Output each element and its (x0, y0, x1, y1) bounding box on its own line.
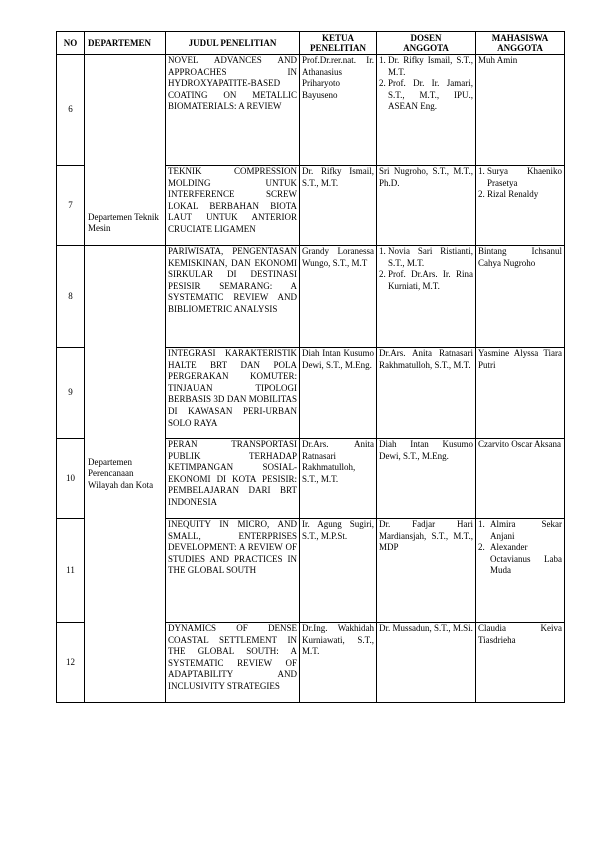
research-table (56, 31, 565, 703)
row-number: 10 (57, 439, 85, 519)
lead-researcher: Dr.Ing. Wakhidah Kurniawati, S.T., M.T. (300, 623, 377, 703)
lecturer-members (377, 348, 476, 439)
list-item: Muh Amin (478, 55, 518, 65)
list-item: 1. Dr. Rifky Ismail, S.T., M.T. (379, 55, 473, 77)
row-number: 6 (57, 55, 85, 166)
header-mahasiswa-line1: MAHASISWA (491, 32, 549, 43)
lead-researcher: Ir. Agung Sugiri, S.T., M.P.St. (300, 519, 377, 623)
lecturer-members (377, 623, 476, 703)
list-item: Yasmine Alyssa Tiara Putri (478, 348, 562, 370)
row-number: 7 (57, 166, 85, 246)
list-item: Dr. Mussadun, S.T., M.Si. (379, 623, 473, 633)
header-dosen-line2: ANGGOTA (403, 43, 449, 53)
header-ketua (300, 32, 377, 55)
lecturer-members (377, 519, 476, 623)
header-dosen (377, 32, 476, 55)
list-item: 2. Prof. Dr. Ir. Jamari, S.T., M.T., IPU., ASEAN Eng. (379, 78, 473, 112)
list-item: Sri Nugroho, S.T., M.T., Ph.D. (379, 166, 473, 188)
research-title: PERAN TRANSPORTASI PUBLIK TERHADAP KETIMPANGAN SOSIAL-EKONOMI DI KOTA PESISIR: PEMBELAJARAN DARI BRT INDONESIA (166, 439, 300, 519)
student-members (476, 246, 565, 348)
header-mahasiswa-line2: ANGGOTA (497, 43, 543, 53)
department-cell (85, 246, 166, 703)
student-members (476, 55, 565, 166)
row-number: 8 (57, 246, 85, 348)
research-title: INTEGRASI KARAKTERISTIK HALTE BRT DAN POLA PERGERAKAN KOMUTER: TINJAUAN TIPOLOGI BERBASIS 3D DAN MOBILITAS DI KAWASAN PERI-URBAN SOLO RAYA (166, 348, 300, 439)
student-members (476, 623, 565, 703)
lead-researcher: Dr. Rifky Ismail, S.T., M.T. (300, 166, 377, 246)
lead-researcher: Prof.Dr.rer.nat. Ir. Athanasius Priharyoto Bayuseno (300, 55, 377, 166)
research-title: TEKNIK COMPRESSION MOLDING UNTUK INTERFERENCE SCREW LOKAL BERBAHAN BIOTA LAUT UNTUK ANTERIOR CRUCIATE LIGAMEN (166, 166, 300, 246)
header-mahasiswa (476, 32, 565, 55)
research-title: DYNAMICS OF DENSE COASTAL SETTLEMENT IN THE GLOBAL SOUTH: A SYSTEMATIC REVIEW OF ADAPTABILITY AND INCLUSIVITY STRATEGIES (166, 623, 300, 703)
list-item: Diah Intan Kusumo Dewi, S.T., M.Eng. (379, 439, 473, 461)
row-number: 12 (57, 623, 85, 703)
list-item: Claudia Keiva Tiasdrieha (478, 623, 562, 645)
research-table-page (56, 31, 564, 703)
list-item: Dr.Ars. Anita Ratnasari Rakhmatulloh, S.T., M.T. (379, 348, 473, 370)
table-header-row (57, 32, 565, 55)
lead-researcher: Dr.Ars. Anita Ratnasari Rakhmatulloh, S.T., M.T. (300, 439, 377, 519)
research-title: PARIWISATA, PENGENTASAN KEMISKINAN, DAN EKONOMI SIRKULAR DI DESTINASI PESISIR SEMARANG: A SYSTEMATIC REVIEW AND BIBLIOMETRIC ANALYSIS (166, 246, 300, 348)
header-ketua-line2: PENELITIAN (309, 43, 366, 53)
research-title: NOVEL ADVANCES AND APPROACHES IN HYDROXYAPATITE-BASED COATING ON METALLIC BIOMATERIALS: A REVIEW (166, 55, 300, 166)
list-item: 1. Surya Khaeniko Prasetya (478, 166, 562, 188)
header-departemen: DEPARTEMEN (85, 32, 166, 55)
table-row (57, 55, 565, 166)
header-dosen-line1: DOSEN (410, 32, 442, 43)
row-number: 11 (57, 519, 85, 623)
list-item: Bintang Ichsanul Cahya Nugroho (478, 246, 562, 268)
list-item: 2. Prof. Dr.Ars. Ir. Rina Kurniati, M.T. (379, 269, 473, 291)
table-row (57, 246, 565, 348)
student-members (476, 439, 565, 519)
lecturer-members (377, 246, 476, 348)
lead-researcher: Diah Intan Kusumo Dewi, S.T., M.Eng. (300, 348, 377, 439)
student-members (476, 166, 565, 246)
department-cell (85, 55, 166, 246)
list-item: 2. Alexander Octavianus Laba Muda (478, 542, 562, 576)
row-number: 9 (57, 348, 85, 439)
header-no: NO (57, 32, 85, 55)
department-name: Departemen Perencanaan Wilayah dan Kota (88, 456, 154, 490)
student-members (476, 519, 565, 623)
lead-researcher: Grandy Loranessa Wungo, S.T., M.T (300, 246, 377, 348)
list-item: 1. Novia Sari Ristianti, S.T., M.T. (379, 246, 473, 268)
list-item: 1. Almira Sekar Anjani (478, 519, 562, 541)
list-item: Dr. Fadjar Hari Mardiansjah, S.T., M.T., MDP (379, 519, 473, 553)
header-judul: JUDUL PENELITIAN (166, 32, 300, 55)
list-item: Czarvito Oscar Aksana (478, 439, 561, 449)
lecturer-members (377, 166, 476, 246)
list-item: 2. Rizal Renaldy (478, 189, 539, 200)
research-title: INEQUITY IN MICRO, AND SMALL, ENTERPRISES DEVELOPMENT: A REVIEW OF STUDIES AND PRACTICES IN THE GLOBAL SOUTH (166, 519, 300, 623)
lecturer-members (377, 55, 476, 166)
student-members (476, 348, 565, 439)
lecturer-members (377, 439, 476, 519)
department-name: Departemen Teknik Mesin (88, 211, 159, 234)
header-ketua-line1: KETUA (321, 32, 354, 43)
